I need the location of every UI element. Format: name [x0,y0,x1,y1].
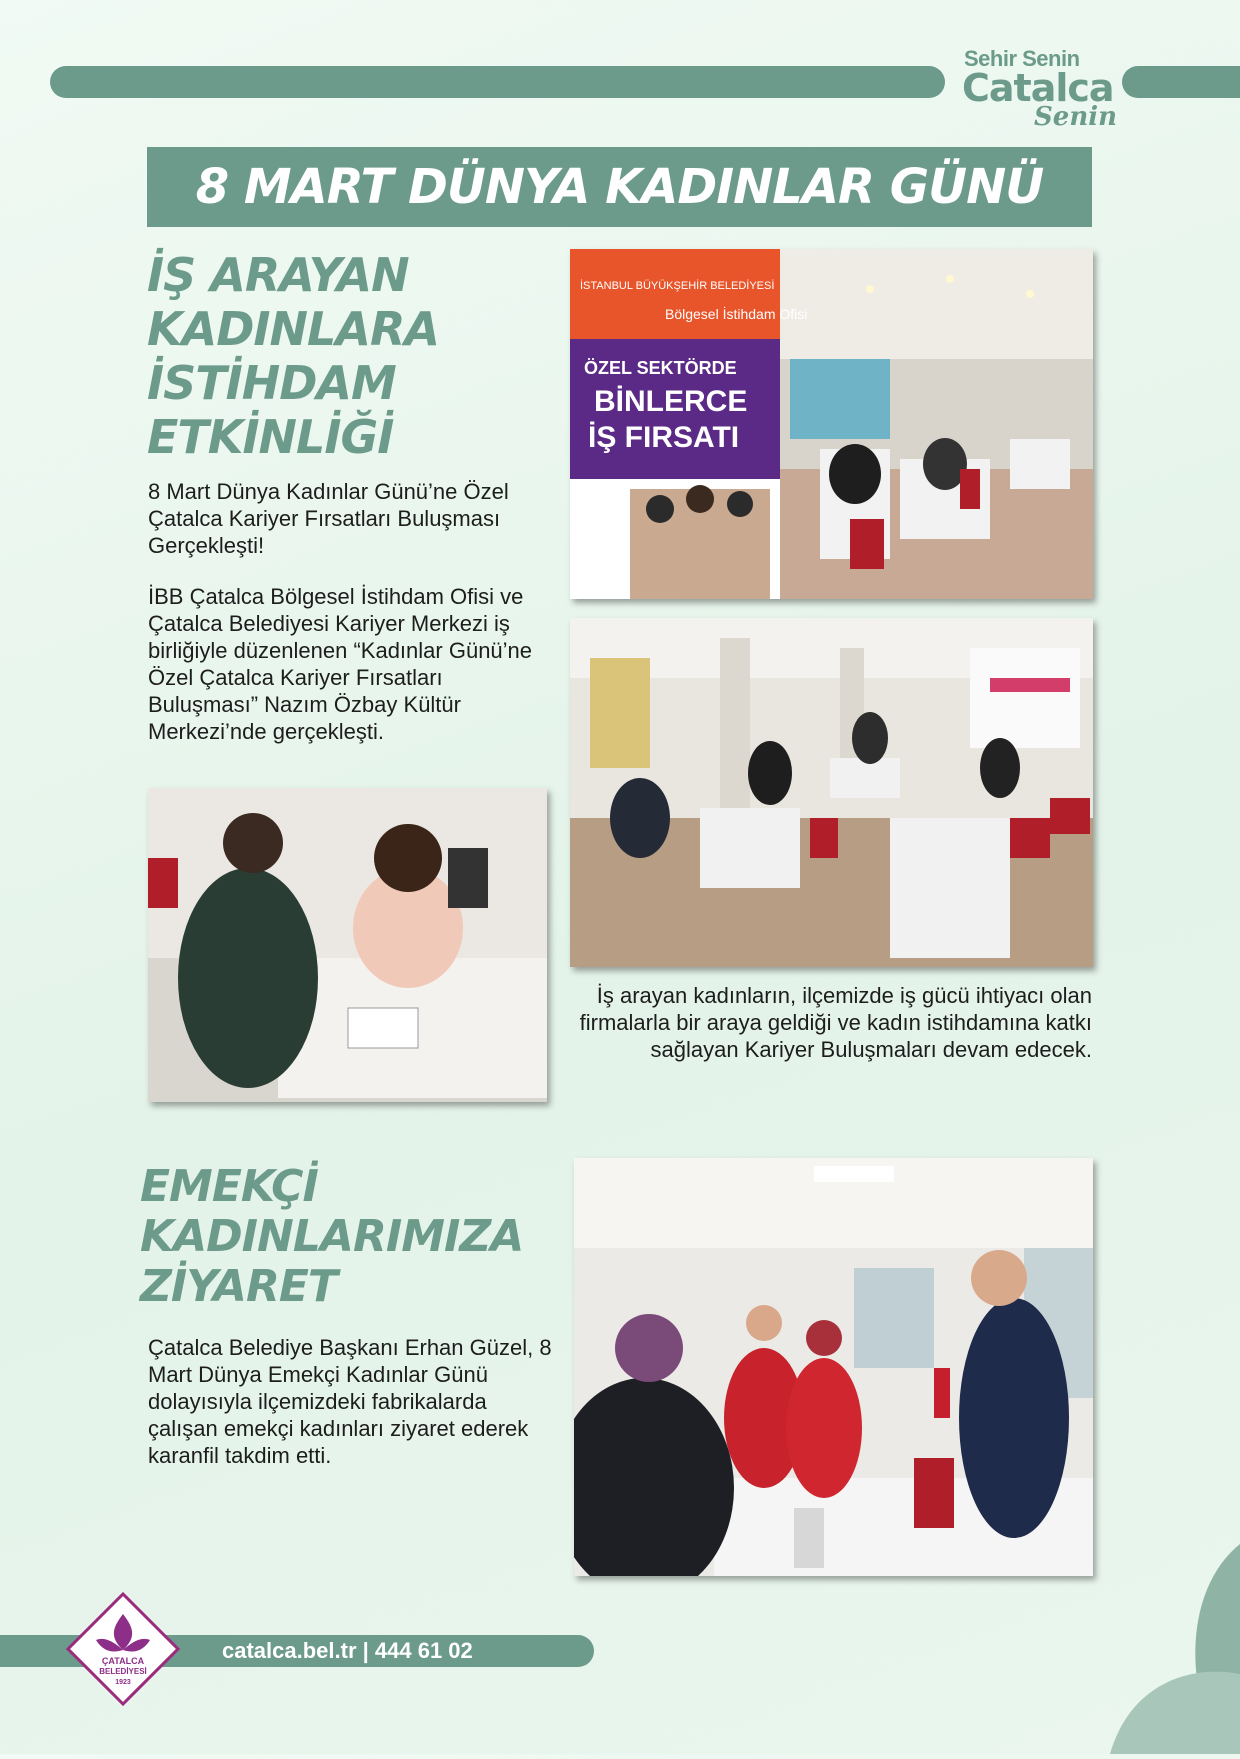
section1-title-line: ETKİNLİĞİ [147,410,394,464]
section1-title-line: İSTİHDAM [147,356,396,410]
section2-title [140,1162,523,1312]
section2-body: Çatalca Belediye Başkanı Erhan Güzel, 8 Mart Dünya Emekçi Kadınlar Günü dolayısıyla ilçemizdeki fabrikalarda çalışan emekçi kadınları ziyaret ederek karanfil takdim etti. [148,1335,552,1468]
brand-logo [962,46,1118,132]
logo-line1: ÇATALCA [101,1656,145,1666]
brand-line3: Senin [1034,102,1118,132]
photo-career-fair-banner [570,249,1093,599]
section2-title-line: KADINLARIMIZA [140,1211,524,1262]
section1-title [147,248,439,464]
photo-mayor-visit [574,1158,1093,1576]
decorative-leaf [1070,1534,1240,1754]
section1-body: İBB Çatalca Bölgesel İstihdam Ofisi ve Çatalca Belediyesi Kariyer Merkezi iş birliğiyle düzenlenen “Kadınlar Günü’ne Özel Çatalca Kariyer Fırsatları Buluşması” Nazım Özbay Kültür Merkezi’nde gerçekleşti. [148,584,533,744]
brand-line1: Sehir Senin [964,46,1080,71]
brand-line2: Catalca [962,66,1114,110]
section1-title-line: KADINLARA [147,302,439,356]
sign-org2: Bölgesel İstihdam Ofisi [665,306,808,322]
section2-title-line: EMEKÇİ [140,1161,318,1212]
sign-line3: İŞ FIRSATI [588,421,740,454]
logo-line2: BELEDİYESİ [99,1667,147,1676]
page-banner [147,147,1092,227]
banner-title: 8 MART DÜNYA KADINLAR GÜNÜ [195,159,1044,215]
sign-org1: İSTANBUL BÜYÜKŞEHİR BELEDİYESİ [580,280,775,292]
header-bar-right [1122,66,1240,98]
section2-title-line: ZİYARET [140,1261,337,1312]
section1-caption: İş arayan kadınların, ilçemizde iş gücü ihtiyacı olan firmalarla bir araya geldiği ve kadın istihdamına katkı sağlayan Kariyer Buluşmaları devam edecek. [579,983,1092,1062]
logo-year: 1923 [115,1679,131,1686]
photo-interview [148,788,547,1102]
footer-contact: catalca.bel.tr | 444 61 02 [222,1638,473,1663]
municipality-logo [66,1592,180,1706]
sign-line1: ÖZEL SEKTÖRDE [584,358,737,378]
sign-line2: BİNLERCE [594,385,748,418]
photo-career-fair-hall [570,618,1093,967]
section1-lead: 8 Mart Dünya Kadınlar Günü’ne Özel Çatalca Kariyer Fırsatları Buluşması Gerçekleşti! [148,479,509,558]
header-bar-left [50,66,945,98]
section1-title-line: İŞ ARAYAN [147,248,409,302]
